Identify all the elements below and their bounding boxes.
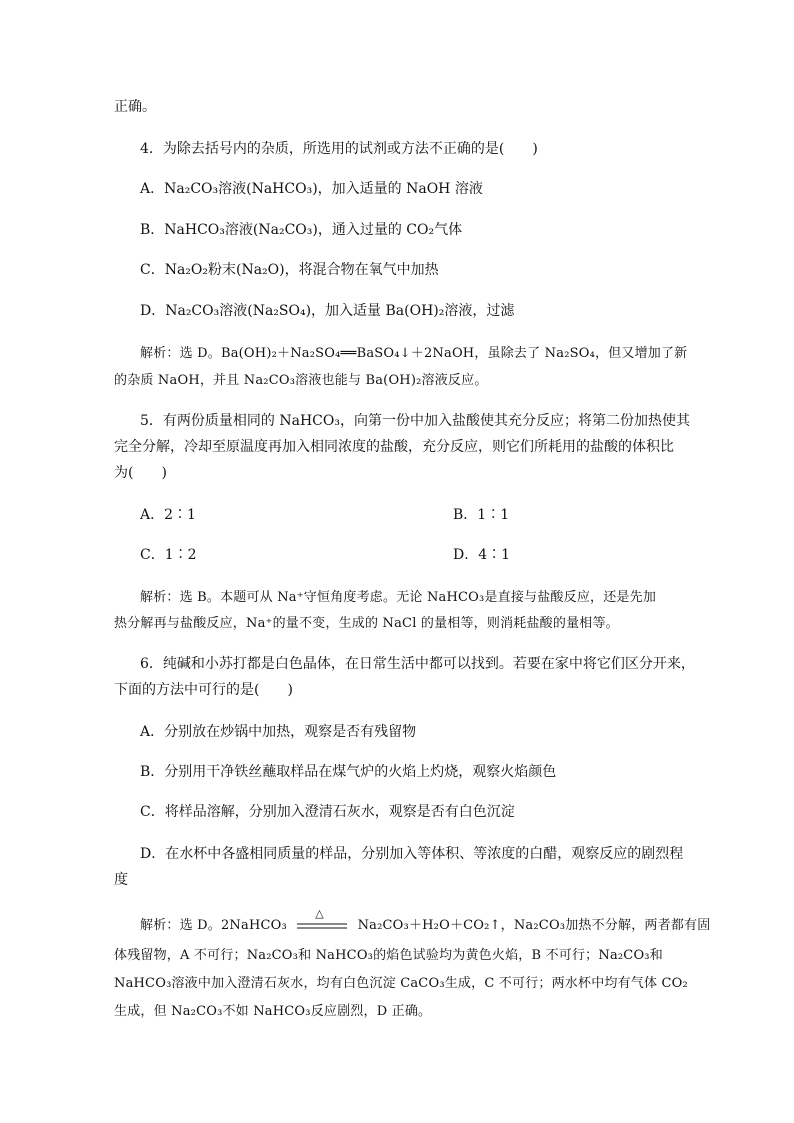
- q5-stem-line1: 5．有两份质量相同的 NaHCO₃，向第一份中加入盐酸使其充分反应；将第二份加热使其: [140, 413, 690, 429]
- q6-explanation-line1-end: Na₂CO₃＋H₂O＋CO₂↑，Na₂CO₃加热不分解，两者都有固: [357, 918, 711, 933]
- q6-option-d-line1: D．在水杯中各盛相同质量的样品，分别加入等体积、等浓度的白醋，观察反应的剧烈程: [140, 846, 684, 862]
- q4-option-b: B．NaHCO₃溶液(Na₂CO₃)，通入过量的 CO₂气体: [140, 222, 463, 238]
- q6-option-d-line2: 度: [114, 872, 128, 888]
- q4-explanation-line1: 解析：选 D。Ba(OH)₂＋Na₂SO₄══BaSO₄↓＋2NaOH，虽除去了 Na₂SO₄，但又增加了新: [140, 346, 688, 361]
- q4-explanation-line2: 的杂质 NaOH，并且 Na₂CO₃溶液也能与 Ba(OH)₂溶液反应。: [114, 373, 488, 388]
- q6-explanation-line1-start: 解析：选 D。2NaHCO₃: [140, 918, 287, 933]
- q6-explanation-line2: 体残留物，A 不可行；Na₂CO₃和 NaHCO₃的焰色试验均为黄色火焰，B 不可行；Na₂CO₃和: [114, 948, 663, 963]
- q4-option-a: A．Na₂CO₃溶液(NaHCO₃)，加入适量的 NaOH 溶液: [140, 181, 483, 197]
- q5-stem-line3: 为( ): [114, 465, 167, 481]
- q5-explanation-line1: 解析：选 B。本题可从 Na⁺守恒角度考虑。无论 NaHCO₃是直接与盐酸反应，还是先加: [140, 590, 657, 605]
- q5-option-c: C．1∶2: [140, 547, 197, 563]
- q6-stem-line2: 下面的方法中可行的是( ): [114, 682, 293, 698]
- top-fragment: 正确。: [114, 99, 156, 115]
- q6-explanation-line4: 生成，但 Na₂CO₃不如 NaHCO₃反应剧烈，D 正确。: [114, 1004, 432, 1019]
- q4-option-c: C．Na₂O₂粉末(Na₂O)，将混合物在氧气中加热: [140, 262, 439, 278]
- q6-option-b: B．分别用干净铁丝蘸取样品在煤气炉的火焰上灼烧，观察火焰颜色: [140, 764, 557, 780]
- q6-explanation-line1: [140, 906, 711, 935]
- q5-option-b: B．1∶1: [453, 507, 510, 523]
- q5-explanation-line2: 热分解再与盐酸反应，Na⁺的量不变，生成的 NaCl 的量相等，则消耗盐酸的量相等。: [114, 616, 619, 631]
- double-line-arrow-icon: [295, 917, 349, 935]
- q5-stem-line2: 完全分解，冷却至原温度再加入相同浓度的盐酸，充分反应，则它们所耗用的盐酸的体积比: [114, 439, 674, 455]
- q6-option-c: C．将样品溶解，分别加入澄清石灰水，观察是否有白色沉淀: [140, 804, 515, 820]
- heat-triangle-icon: △: [315, 906, 324, 920]
- q6-option-a: A．分别放在炒锅中加热，观察是否有残留物: [140, 724, 417, 740]
- q5-option-a: A．2∶1: [140, 507, 196, 523]
- q6-stem-line1: 6．纯碱和小苏打都是白色晶体，在日常生活中都可以找到。若要在家中将它们区分开来，: [140, 656, 695, 672]
- q4-option-d: D．Na₂CO₃溶液(Na₂SO₄)，加入适量 Ba(OH)₂溶液，过滤: [140, 303, 515, 319]
- q5-option-d: D．4∶1: [453, 547, 511, 563]
- reaction-condition-arrow: [295, 906, 349, 935]
- q6-explanation-line3: NaHCO₃溶液中加入澄清石灰水，均有白色沉淀 CaCO₃生成，C 不可行；两水杯中均有气体 CO₂: [114, 976, 688, 991]
- q4-stem: 4．为除去括号内的杂质，所选用的试剂或方法不正确的是( ): [140, 141, 538, 157]
